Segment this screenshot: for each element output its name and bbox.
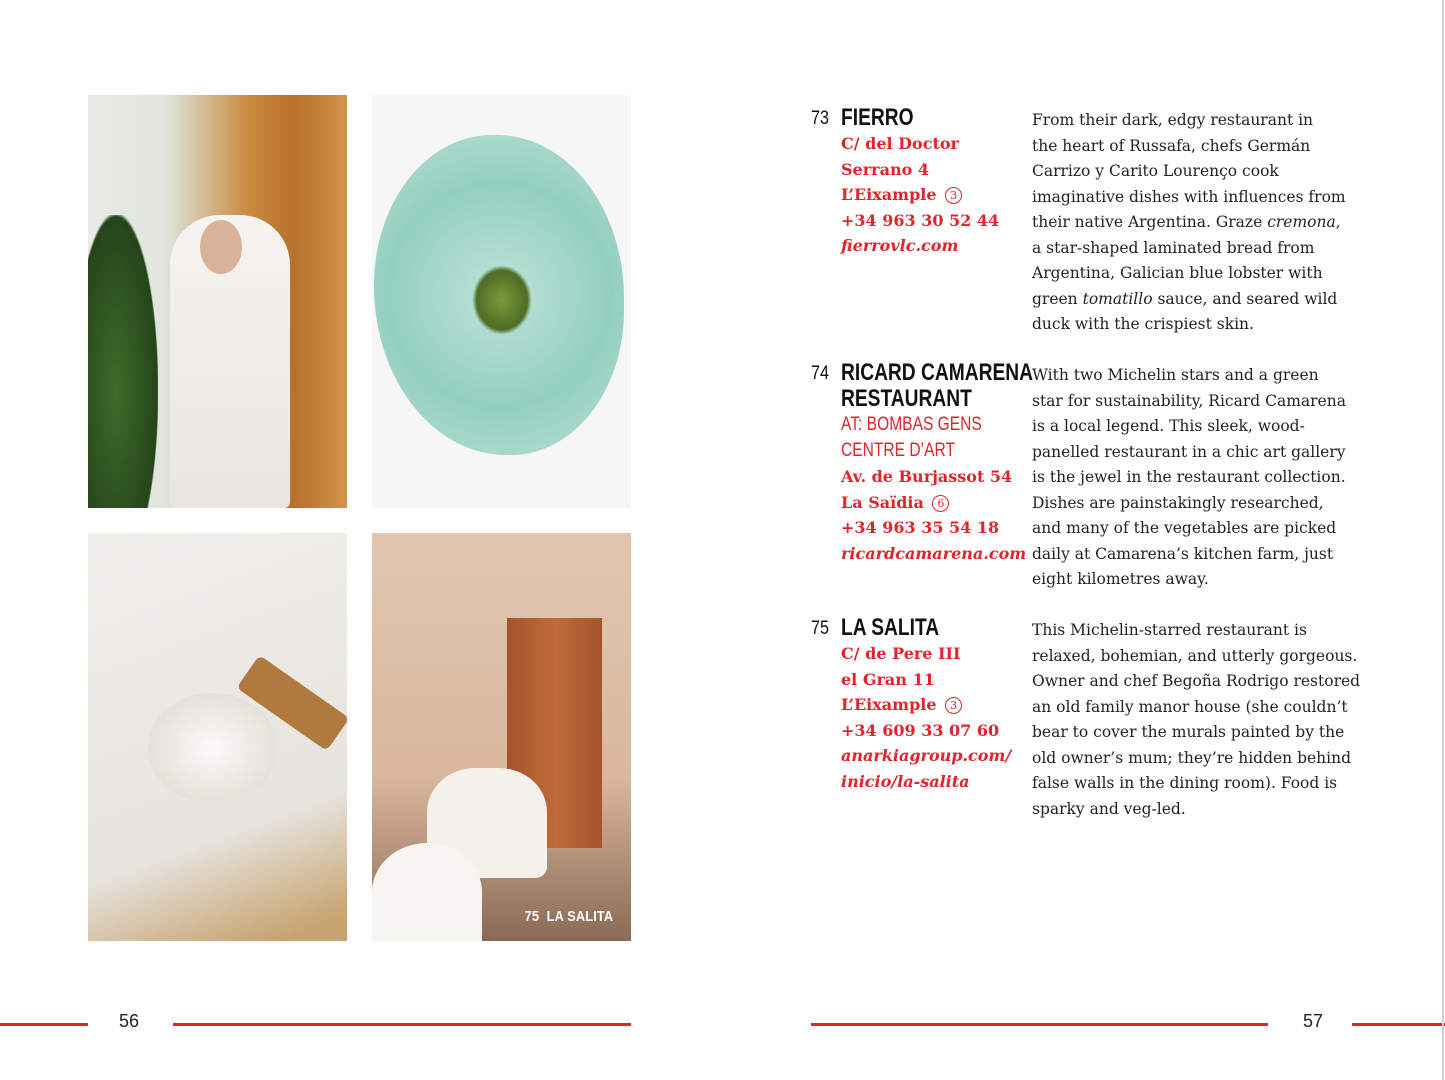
- description-line: From their dark, edgy restaurant in: [1032, 111, 1314, 129]
- description-line: relaxed, bohemian, and utterly gorgeous.: [1032, 646, 1358, 665]
- restaurant-description: [1032, 618, 1362, 822]
- district-number-icon: 3: [945, 697, 962, 714]
- address-line: C/ del Doctor: [841, 134, 959, 153]
- description-line: Argentina, Galician blue lobster with: [1032, 264, 1323, 282]
- photo-table-setting: [88, 533, 347, 941]
- description-line: Owner and chef Begoña Rodrigo restored: [1032, 672, 1361, 690]
- description-line: This Michelin-starred restaurant is: [1032, 621, 1307, 639]
- website-link[interactable]: fierrovlc.com: [841, 236, 959, 256]
- description-line: sparky and veg-led.: [1032, 799, 1186, 818]
- venue-note: AT: BOMBAS GENS: [841, 414, 982, 435]
- description-line: is a local legend. This sleek, wood-: [1032, 417, 1305, 435]
- description-line: With two Michelin stars and a green: [1032, 366, 1319, 384]
- phone-number[interactable]: +34 963 35 54 18: [841, 518, 1000, 538]
- footer-rule: [811, 1023, 1268, 1026]
- restaurant-description: [1032, 363, 1362, 593]
- district: La Saïdia 6: [841, 490, 1016, 516]
- entry-number: 74: [811, 363, 829, 384]
- entry-number: 75: [811, 618, 829, 639]
- description-line: duck with the crispiest skin.: [1032, 315, 1254, 333]
- description-line: false walls in the dining room). Food is: [1032, 774, 1338, 792]
- description-line: Dishes are painstakingly researched,: [1032, 493, 1324, 512]
- website-link[interactable]: anarkiagroup.com/: [841, 746, 1012, 766]
- description-line: is the jewel in the restaurant collection.: [1032, 468, 1346, 486]
- website-link[interactable]: ricardcamarena.com: [841, 543, 1027, 563]
- district-number-icon: 6: [932, 495, 949, 512]
- entry-number: 73: [811, 108, 829, 129]
- photo-dining-room: [372, 533, 631, 941]
- footer-rule: [0, 1023, 88, 1026]
- photo-dish-plate: [372, 95, 631, 508]
- district-number-icon: 3: [945, 187, 962, 204]
- description-line: their native Argentina. Graze cremona,: [1032, 213, 1341, 231]
- description-line: daily at Camarena’s kitchen farm, just: [1032, 544, 1334, 563]
- description-line: a star-shaped laminated bread from: [1032, 238, 1315, 257]
- restaurant-name: LA SALITA: [841, 614, 940, 641]
- district: L’Eixample 3: [841, 182, 1016, 208]
- restaurant-name: RESTAURANT: [841, 385, 972, 412]
- address-line: Av. de Burjassot 54: [841, 467, 1013, 486]
- page-number-left: 56: [119, 1011, 140, 1031]
- description-line: Carrizo y Carito Lourenço cook: [1032, 162, 1279, 180]
- description-line: old owner’s mum; they’re hidden behind: [1032, 748, 1352, 767]
- description-line: bear to cover the murals painted by the: [1032, 723, 1345, 741]
- description-line: imaginative dishes with influences from: [1032, 187, 1346, 206]
- address-line: C/ de Pere III: [841, 644, 961, 663]
- footer-rule: [173, 1023, 631, 1026]
- restaurant-description: [1032, 108, 1362, 338]
- restaurant-name: FIERRO: [841, 104, 914, 131]
- description-line: the heart of Russafa, chefs Germán: [1032, 136, 1311, 155]
- description-line: eight kilometres away.: [1032, 570, 1209, 588]
- description-line: and many of the vegetables are picked: [1032, 519, 1337, 537]
- address-line: Serrano 4: [841, 159, 929, 179]
- description-line: panelled restaurant in a chic art gallery: [1032, 442, 1346, 461]
- photo-chef-portrait: [88, 95, 347, 508]
- address-line: el Gran 11: [841, 669, 935, 689]
- phone-number[interactable]: +34 609 33 07 60: [841, 720, 1000, 740]
- page-edge: [1442, 0, 1444, 1080]
- website-link[interactable]: inicio/la-salita: [841, 771, 970, 791]
- venue-note: CENTRE D’ART: [841, 440, 955, 461]
- district: L’Eixample 3: [841, 692, 1016, 718]
- page-number-right: 57: [1303, 1011, 1324, 1031]
- description-line: star for sustainability, Ricard Camarena: [1032, 391, 1346, 410]
- description-line: an old family manor house (she couldn’t: [1032, 697, 1348, 716]
- photo-caption: 75 LA SALITA: [524, 908, 613, 925]
- footer-rule: [1352, 1023, 1445, 1026]
- phone-number[interactable]: +34 963 30 52 44: [841, 210, 1000, 230]
- description-line: green tomatillo sauce, and seared wild: [1032, 289, 1338, 308]
- restaurant-name: RICARD CAMARENA: [841, 359, 1033, 386]
